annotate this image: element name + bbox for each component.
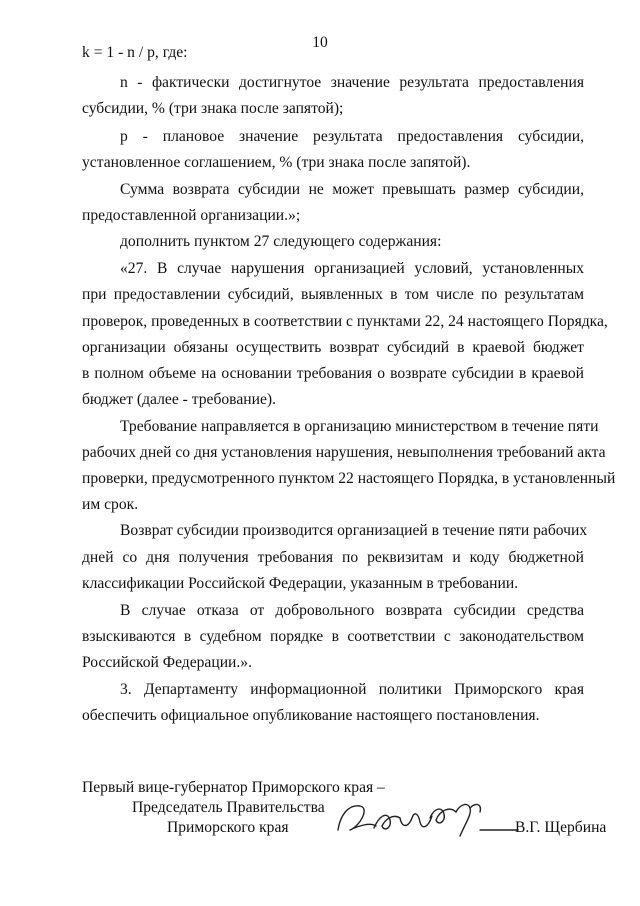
paragraph-line: организации обязаны осуществить возврат субсидий в краевой бюджет — [82, 339, 584, 356]
paragraph-line: Требование направляется в организацию министерством в течение пяти — [120, 418, 599, 435]
paragraph-line: 3. Департаменту информационной политики Приморского края — [120, 681, 584, 698]
paragraph-line: в полном объеме на основании требования о возврате субсидии в краевой — [82, 365, 584, 382]
paragraph-line: Возврат субсидии производится организацией в течение пяти рабочих — [120, 522, 588, 539]
signatory-title-line2: Председатель Правительства — [132, 799, 325, 816]
paragraph-line: дней со дня получения требования по реквизитам и коду бюджетной — [82, 549, 584, 566]
paragraph-line: классификации Российской Федерации, указанным в требовании. — [82, 575, 519, 592]
paragraph-line: обеспечить официальное опубликование настоящего постановления. — [82, 707, 540, 724]
paragraph-line: субсидии, % (три знака после запятой); — [82, 100, 344, 117]
page-number: 10 — [312, 34, 328, 51]
signatory-title-line1: Первый вице-губернатор Приморского края – — [82, 779, 385, 796]
paragraph-line: проверок, проведенных в соответствии с пунктами 22, 24 настоящего Порядка, — [82, 313, 608, 330]
handwritten-signature — [330, 796, 520, 846]
paragraph-line: «27. В случае нарушения организацией условий, установленных — [120, 260, 584, 277]
paragraph-line: при предоставлении субсидий, выявленных в том числе по результатам — [82, 286, 584, 303]
signatory-title-line3: Приморского края — [167, 819, 289, 836]
paragraph-line: n - фактически достигнутое значение результата предоставления — [120, 74, 584, 91]
paragraph-line: Сумма возврата субсидии не может превышать размер субсидии, — [120, 181, 584, 198]
paragraph-line: установленное соглашением, % (три знака после запятой). — [82, 154, 471, 171]
paragraph-line: В случае отказа от добровольного возврата субсидии средства — [120, 602, 584, 619]
formula-line: k = 1 - n / p, где: — [82, 44, 188, 61]
paragraph-line: им срок. — [82, 496, 139, 513]
paragraph-line: Российской Федерации.». — [82, 654, 252, 671]
paragraph-line: бюджет (далее - требование). — [82, 391, 276, 408]
paragraph-line: проверки, предусмотренного пунктом 22 настоящего Порядка, в установленный — [82, 470, 616, 487]
paragraph-line: предоставленной организации.»; — [82, 207, 301, 224]
paragraph-line: взыскиваются в судебном порядке в соответствии с законодательством — [82, 628, 584, 645]
paragraph-line: рабочих дней со дня установления нарушения, невыполнения требований акта — [82, 444, 606, 461]
paragraph-line: p - плановое значение результата предоставления субсидии, — [120, 128, 584, 145]
paragraph-line: дополнить пунктом 27 следующего содержания: — [120, 233, 442, 250]
signatory-name: В.Г. Щербина — [515, 819, 607, 836]
